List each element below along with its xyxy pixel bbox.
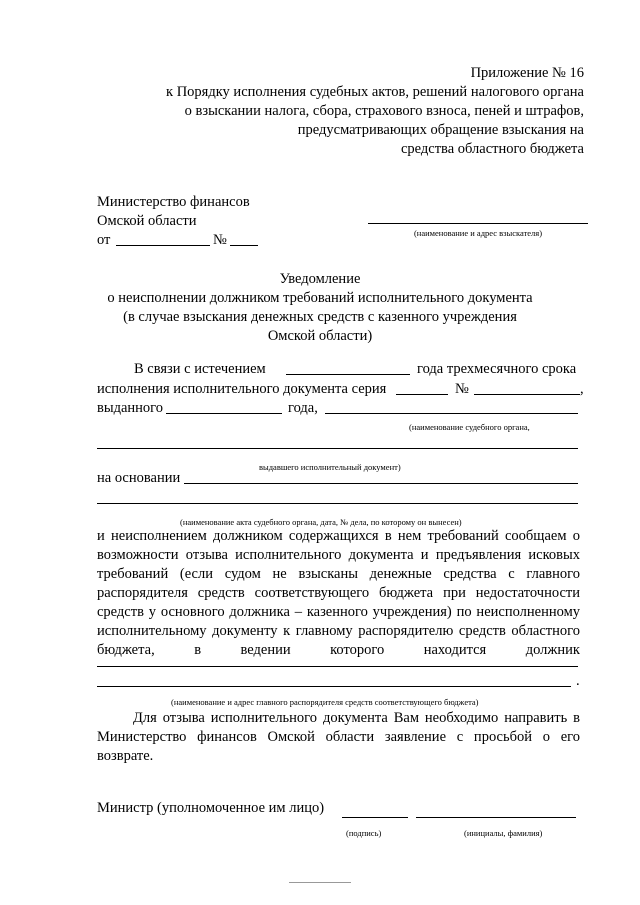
p3-line: Министерство финансов Омской области заявление с просьбой о его — [97, 729, 580, 745]
annex-number: Приложение № 16 — [470, 65, 584, 81]
p2-word: которого — [330, 642, 385, 658]
basis-blank-2 — [97, 503, 578, 504]
manager-blank-2 — [97, 686, 571, 687]
document-title: Уведомление — [279, 271, 361, 287]
p2-line: требований (если судом не взысканы денежные средства с главного — [97, 566, 580, 582]
p2-word: должник — [525, 642, 580, 658]
title-line: Омской области) — [267, 328, 373, 344]
date-blank — [116, 245, 210, 246]
manager-blank — [97, 666, 578, 667]
sender-name-line2: Омской области — [97, 213, 197, 229]
p1-text: выданного — [97, 400, 164, 416]
p2-line: исполнительному документу к главному распорядителю средств областного — [97, 623, 580, 639]
name-blank — [416, 817, 576, 818]
recipient-caption: (наименование и адрес взыскателя) — [413, 228, 543, 238]
signatory-label: Министр (уполномоченное им лицо) — [97, 800, 325, 816]
title-line: (в случае взыскания денежных средств с казенного учреждения — [123, 309, 517, 325]
p2-word: ведении — [240, 642, 291, 658]
signature-blank — [342, 817, 408, 818]
court-blank-2 — [97, 448, 578, 449]
manager-period: . — [576, 673, 580, 689]
act-caption: (наименование акта судебного органа, дата, № дела, по которому он вынесен) — [180, 517, 462, 527]
p3-line: Для отзыва исполнительного документа Вам необходимо направить в — [133, 710, 580, 726]
p1-text: № — [455, 381, 469, 397]
p1-text: года, — [288, 400, 318, 416]
p2-line: распорядителя средств соответствующего бюджета при недостаточности — [97, 585, 580, 601]
series-blank — [396, 394, 448, 395]
annex-line: о взыскании налога, сбора, страхового взноса, пеней и штрафов, — [184, 103, 584, 119]
annex-line: предусматривающих обращение взыскания на — [297, 122, 584, 138]
p1-text: В связи с истечением — [134, 361, 266, 377]
signature-caption: (подпись) — [346, 828, 382, 838]
p2-line: и неисполнением должником содержащихся в нем требований сообщаем о — [97, 528, 580, 544]
p1-text: , — [580, 381, 584, 397]
recipient-blank — [368, 223, 588, 224]
p2-word: находится — [423, 642, 487, 658]
p2-word: бюджета, — [97, 642, 155, 658]
p3-last-line: возврате. — [97, 748, 154, 764]
title-line: о неисполнении должником требований исполнительного документа — [107, 290, 533, 306]
annex-line: к Порядку исполнения судебных актов, решений налогового органа — [166, 84, 584, 100]
issued-caption: выдавшего исполнительный документ) — [259, 462, 401, 472]
date-prefix: от — [97, 232, 111, 248]
p1-text: исполнения исполнительного документа серия — [97, 381, 387, 397]
date-expiry-blank — [286, 374, 410, 375]
p1-text: года трехмесячного срока — [417, 361, 577, 377]
p2-line: средств у основного должника – казенного учреждения) по неисполненному — [97, 604, 580, 620]
basis-blank — [184, 483, 578, 484]
p2-last-line — [97, 641, 580, 660]
court-caption: (наименование судебного органа, — [409, 422, 530, 432]
issue-date-blank — [166, 413, 282, 414]
basis-label: на основании — [97, 470, 181, 486]
manager-caption: (наименование и адрес главного распорядителя средств соответствующего бюджета) — [171, 697, 479, 707]
number-blank — [230, 245, 258, 246]
name-caption: (инициалы, фамилия) — [464, 828, 543, 838]
doc-number-blank — [474, 394, 580, 395]
p2-word: в — [194, 642, 202, 658]
sender-name-line1: Министерство финансов — [97, 194, 250, 210]
footer-divider — [289, 882, 351, 883]
court-blank — [325, 413, 578, 414]
p2-line: возможности отзыва исполнительного документа и предъявления исковых — [97, 547, 580, 563]
number-label: № — [213, 232, 227, 248]
annex-line: средства областного бюджета — [400, 141, 584, 157]
